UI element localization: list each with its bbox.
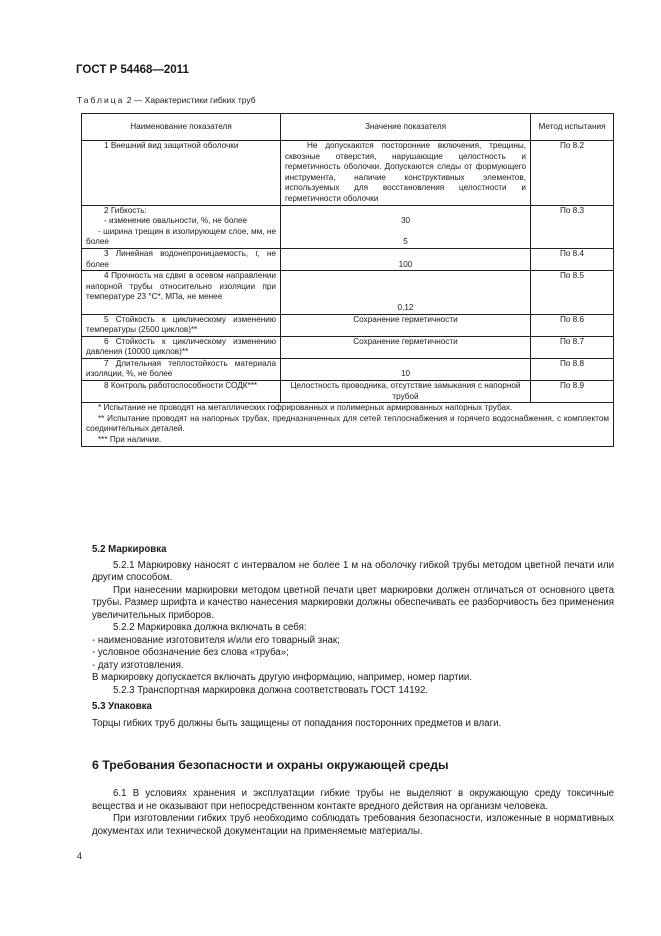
paragraph: 5.2.2 Маркировка должна включать в себя: <box>113 622 307 633</box>
paragraph: 6.1 В условиях хранения и эксплуатации гибкие трубы не выделяют в окружающую среду токсичные вещества и не оказывают при непосредственном контакте вредного действия на организм человека. <box>92 788 614 812</box>
row-name: 6 Стойкость к циклическому изменению давления (10000 циклов)** <box>82 336 281 358</box>
table-row <box>82 381 614 403</box>
row-value-text: 0,12 <box>397 302 414 312</box>
row-name: 7 Длительная теплостойкость материала изоляции, %, не более <box>82 358 281 380</box>
paragraph: При изготовлении гибких труб необходимо соблюдать требования безопасности, изложенные в нормативных документах или технической документации на применяемые материалы. <box>92 813 614 837</box>
row-value-text: Не допускаются посторонние включения, трещины, сквозные отверстия, нарушающие целостность и герметичность оболочки. Допускаются следы от формующего инструмента, наличие конструктивных элементов, используемых для восстановления целостности и герметичности оболочки <box>285 141 526 203</box>
list-item: - наименование изготовителя и/или его товарный знак; <box>92 634 340 646</box>
table-note: *** При наличии. <box>98 435 162 445</box>
list-item: - условное обозначение без слова «труба»; <box>92 647 289 658</box>
row-value-text: Сохранение герметичности <box>353 314 458 324</box>
table-row <box>82 358 614 380</box>
paragraph: В маркировку допускается включать другую информацию, например, номер партии. <box>92 672 473 683</box>
table-caption-label: Таблица <box>77 95 125 105</box>
row-value-text: 5 <box>403 237 408 247</box>
chapter-title: 6 Требования безопасности и охраны окружающей среды <box>92 758 449 772</box>
row-value <box>281 336 531 358</box>
table-note: ** Испытание проводят на напорных трубах, предназначенных для сетей теплоснабжения и горячего водоснабжения, с комплектом соединительных деталей. <box>86 413 609 434</box>
row-value <box>281 358 531 380</box>
table-notes <box>82 403 614 446</box>
row-method: По 8.7 <box>531 336 614 358</box>
table-note: * Испытание не проводят на металлических гофрированных и полимерных армированных напорных трубах. <box>98 403 513 413</box>
row-method: По 8.6 <box>531 314 614 336</box>
table-caption <box>77 95 256 105</box>
row-value <box>281 271 531 314</box>
paragraph: 5.2.1 Маркировку наносят с интервалом не более 1 м на оболочку гибкой трубы методом цветной печати или другим способом. <box>92 559 614 583</box>
row-value-text: 30 <box>400 216 411 226</box>
table-caption-title: — Характеристики гибких труб <box>133 95 256 105</box>
table-header-row <box>82 114 614 141</box>
row-name-line: - изменение овальности, %, не более <box>104 216 248 226</box>
row-value <box>281 205 531 248</box>
column-header-value: Значение показателя <box>281 114 531 141</box>
row-value <box>281 141 531 206</box>
row-method: По 8.9 <box>531 381 614 403</box>
row-name-line: 2 Гибкость: <box>104 205 147 215</box>
row-method: По 8.8 <box>531 358 614 380</box>
row-name: 3 Линейная водонепроницаемость, г, не более <box>82 248 281 270</box>
section-title: 5.2 Маркировка <box>92 544 167 555</box>
row-name: 4 Прочность на сдвиг в осевом направлении напорной трубы относительно изоляции при температуре 23 °С*, МПа, не менее <box>82 271 281 314</box>
table-row <box>82 314 614 336</box>
paragraph: Торцы гибких труб должны быть защищены от попадания посторонних предметов и влаги. <box>92 717 502 729</box>
row-value-text: Сохранение герметичности <box>353 336 458 346</box>
row-value-text: Целостность проводника, отсутствие замыкания с напорной трубой <box>290 381 521 401</box>
paragraph: 5.2.3 Транспортная маркировка должна соответствовать ГОСТ 14192. <box>113 684 429 696</box>
row-method: По 8.3 <box>531 205 614 248</box>
column-header-method: Метод испытания <box>531 114 614 141</box>
table-row <box>82 141 614 206</box>
row-name: 5 Стойкость к циклическому изменению температуры (2500 циклов)** <box>82 314 281 336</box>
table-notes-row <box>82 403 614 446</box>
row-method: По 8.5 <box>531 271 614 314</box>
row-name: 8 Контроль работоспособности СОДК*** <box>82 381 281 403</box>
row-method: По 8.2 <box>531 141 614 206</box>
list-item: - дату изготовления. <box>92 659 184 671</box>
table-row <box>82 248 614 270</box>
table-row <box>82 271 614 314</box>
column-header-name: Наименование показателя <box>82 114 281 141</box>
row-value-text: 10 <box>400 369 411 379</box>
table-caption-number: 2 <box>126 95 132 105</box>
section-6 <box>92 788 614 838</box>
section-title: 5.3 Упаковка <box>92 701 152 712</box>
row-name <box>82 205 281 248</box>
row-method: По 8.4 <box>531 248 614 270</box>
row-value-text: 100 <box>398 259 413 269</box>
row-value <box>281 248 531 270</box>
row-name-line: - ширина трещин в изолирующем слое, мм, не более <box>86 226 276 247</box>
row-value <box>281 381 531 403</box>
row-name: 1 Внешний вид защитной оболочки <box>82 141 281 206</box>
row-value <box>281 314 531 336</box>
table-row <box>82 336 614 358</box>
document-header: ГОСТ Р 54468—2011 <box>76 64 189 76</box>
section-5-2 <box>92 544 614 730</box>
table-row <box>82 205 614 248</box>
characteristics-table <box>81 113 614 447</box>
page-number: 4 <box>77 851 83 861</box>
paragraph: При нанесении маркировки методом цветной печати цвет маркировки должен отличаться от основного цвета трубы. Размер шрифта и качество нанесения маркировки должны обеспечивать ее разборчивость без применения увеличительных приборов. <box>92 584 614 621</box>
